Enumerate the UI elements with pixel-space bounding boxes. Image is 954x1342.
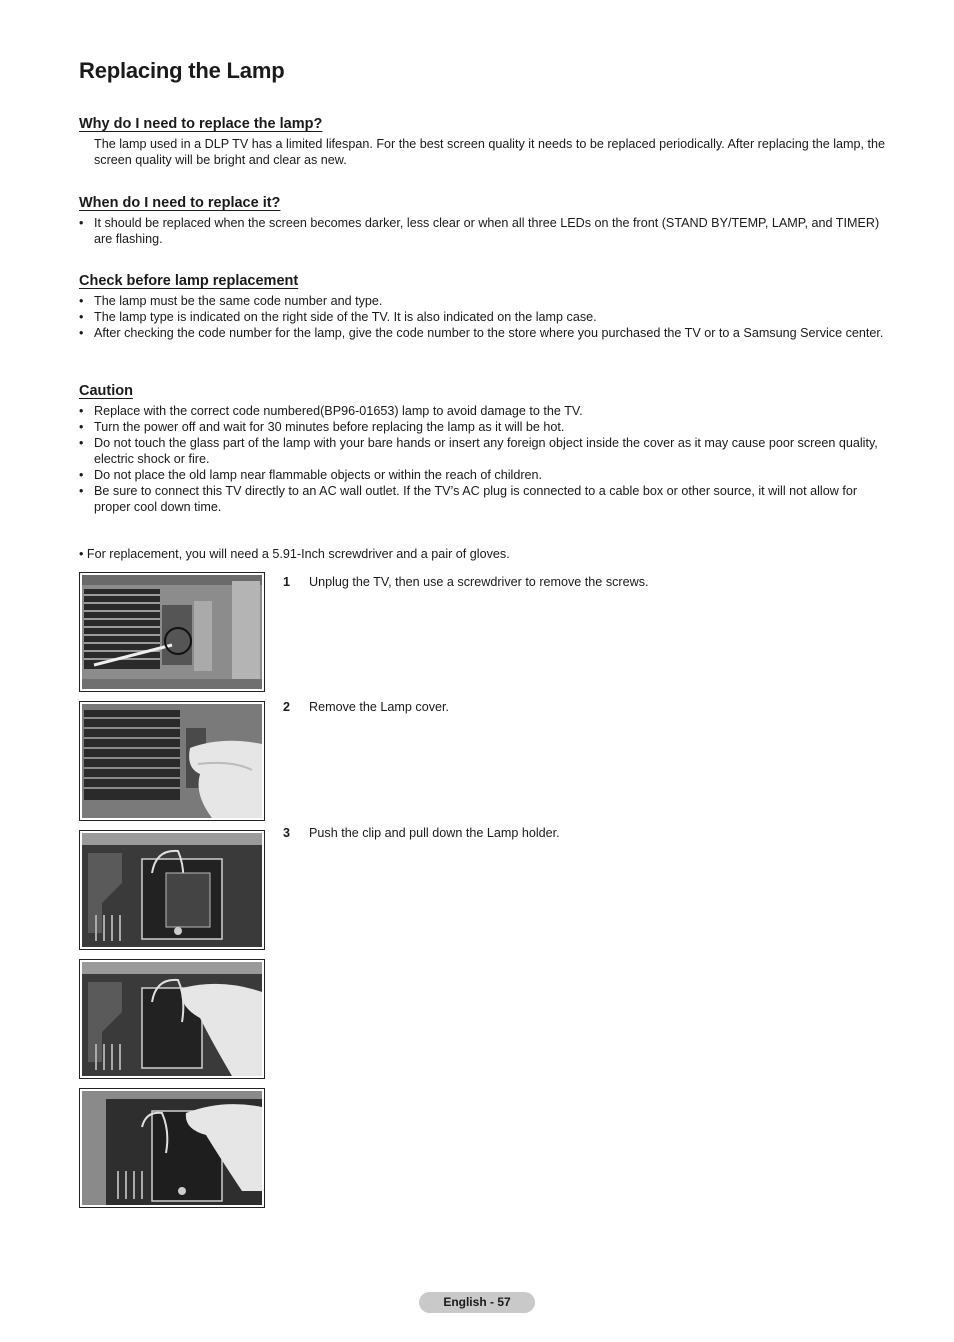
bullet-item: • Be sure to connect this TV directly to an AC wall outlet. If the TV’s AC plug is connected to a cable box or other source, it will not allow for proper cool down time. <box>79 483 894 515</box>
tools-note: • For replacement, you will need a 5.91-Inch screwdriver and a pair of gloves. <box>79 547 510 561</box>
step-number: 3 <box>283 826 291 840</box>
page-number-badge: English - 57 <box>419 1292 535 1313</box>
step-2 <box>283 700 449 714</box>
section-why-replace <box>79 116 894 168</box>
lamp-holder-image <box>82 833 262 947</box>
step-number: 1 <box>283 575 291 589</box>
step-number: 2 <box>283 700 291 714</box>
section-check-before <box>79 273 894 341</box>
section-caution <box>79 383 894 515</box>
section-heading: Check before lamp replacement <box>79 273 299 289</box>
pull-holder-hand-image <box>82 1091 262 1205</box>
step-text: Unplug the TV, then use a screwdriver to remove the screws. <box>309 575 649 589</box>
step-text: Push the clip and pull down the Lamp holder. <box>309 826 560 840</box>
section-heading: Caution <box>79 383 133 399</box>
push-clip-hand-image <box>82 962 262 1076</box>
bullet-item: • After checking the code number for the lamp, give the code number to the store where you purchased the TV or to a Samsung Service center. <box>79 325 894 341</box>
step-photo-remove-screws <box>79 572 265 692</box>
step-1 <box>283 575 649 589</box>
bullet-item: • Do not touch the glass part of the lamp with your bare hands or insert any foreign object inside the cover as it may cause poor screen quality, electric shock or fire. <box>79 435 894 467</box>
tv-back-vent-image <box>82 575 262 689</box>
step-text: Remove the Lamp cover. <box>309 700 450 714</box>
section-paragraph: The lamp used in a DLP TV has a limited lifespan. For the best screen quality it needs to be replaced periodically. After replacing the lamp, the screen quality will be bright and clear as new. <box>94 137 886 167</box>
bullet-item: • Replace with the correct code numbered(BP96-01653) lamp to avoid damage to the TV. <box>79 403 894 419</box>
bullet-item: • It should be replaced when the screen becomes darker, less clear or when all three LEDs on the front (STAND BY/TEMP, LAMP, and TIMER) are flashing. <box>79 215 894 247</box>
step-photo-push-clip <box>79 959 265 1079</box>
bullet-item: • The lamp type is indicated on the right side of the TV. It is also indicated on the lamp case. <box>79 309 894 325</box>
step-photo-pull-holder <box>79 1088 265 1208</box>
step-photo-lamp-holder <box>79 830 265 950</box>
bullet-item: • Turn the power off and wait for 30 minutes before replacing the lamp as it will be hot. <box>79 419 894 435</box>
section-heading: When do I need to replace it? <box>79 195 281 211</box>
step-photo-remove-cover <box>79 701 265 821</box>
page-title: Replacing the Lamp <box>79 58 285 83</box>
bullet-item: • Do not place the old lamp near flammable objects or within the reach of children. <box>79 467 894 483</box>
step-3 <box>283 826 560 840</box>
lamp-cover-hand-image <box>82 704 262 818</box>
section-when-replace <box>79 195 894 247</box>
bullet-item: • The lamp must be the same code number and type. <box>79 293 894 309</box>
section-heading: Why do I need to replace the lamp? <box>79 116 323 132</box>
